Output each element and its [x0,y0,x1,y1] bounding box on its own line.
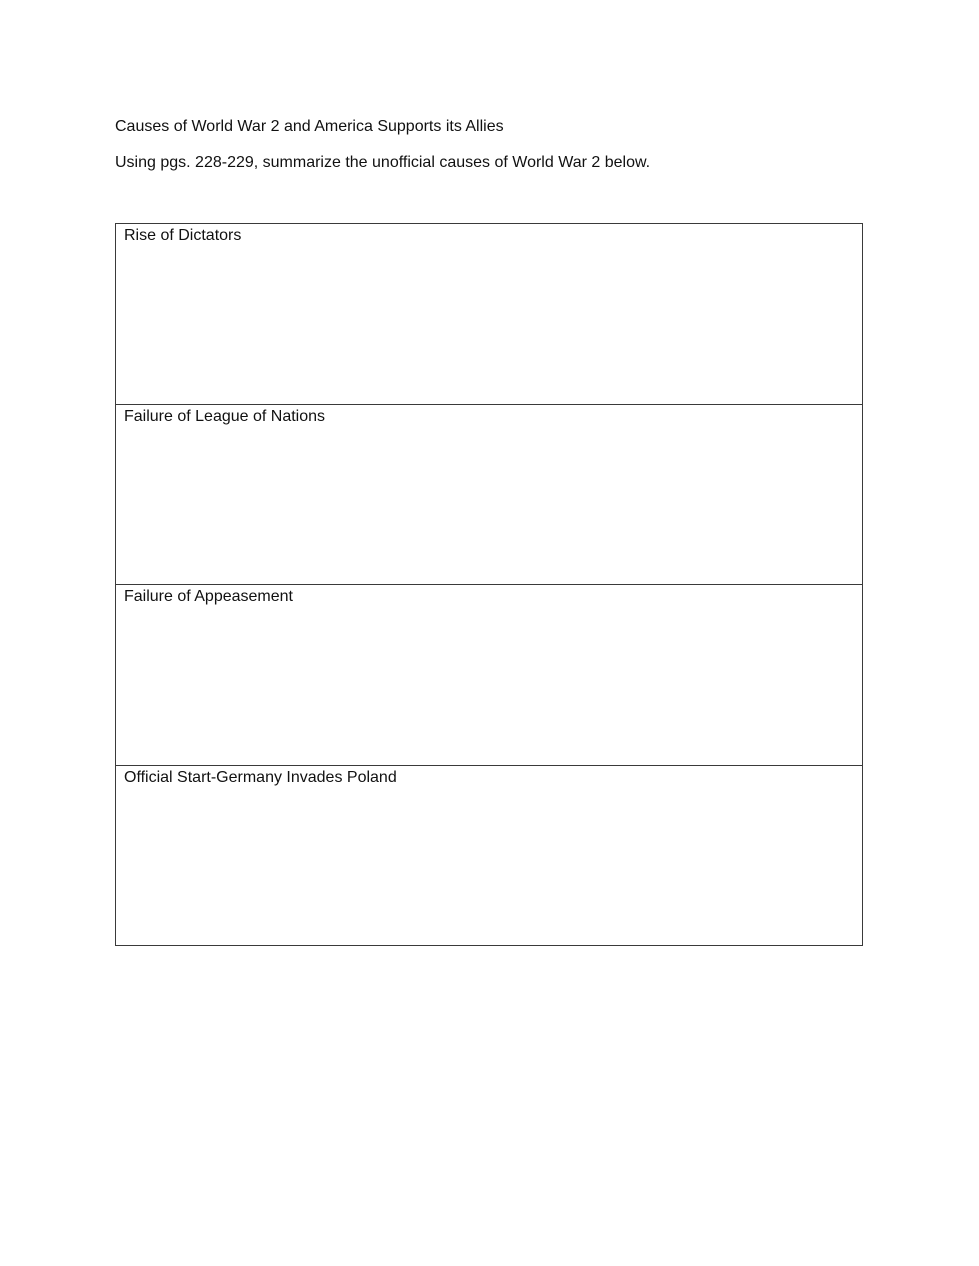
worksheet-instructions: Using pgs. 228-229, summarize the unofficial causes of World War 2 below. [115,154,651,171]
row-label: Failure of League of Nations [124,408,326,425]
row-label: Failure of Appeasement [124,588,293,605]
row-label: Rise of Dictators [124,227,242,244]
causes-table [115,223,863,946]
table-row-rise-of-dictators [116,224,862,404]
table-row-official-start [116,765,862,945]
answer-area[interactable] [124,792,854,939]
table-row-failure-of-appeasement [116,584,862,765]
answer-area[interactable] [124,431,854,579]
answer-area[interactable] [124,611,854,759]
row-label: Official Start-Germany Invades Poland [124,769,397,786]
table-row-failure-of-league-of-nations [116,404,862,585]
answer-area[interactable] [124,250,854,398]
worksheet-title: Causes of World War 2 and America Supports its Allies [115,118,504,135]
